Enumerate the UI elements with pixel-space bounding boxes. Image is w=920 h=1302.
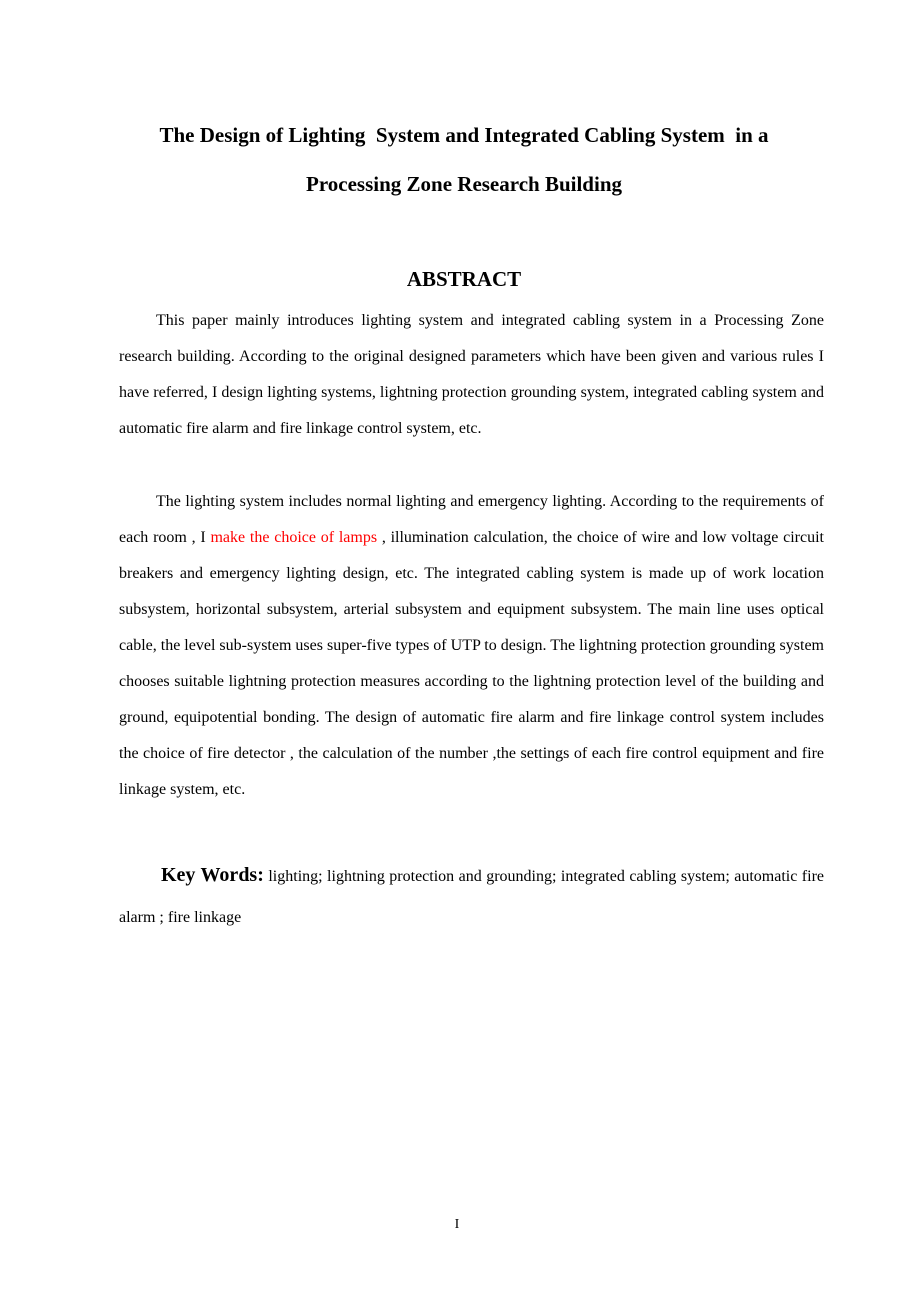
- paragraph-1-text: This paper mainly introduces lighting system and integrated cabling system in a Processing Zone research building. According to the original designed parameters which have been given and various rules I have referred, I design lighting systems, lightning protection grounding system, integrated cabling system and automatic fire alarm and fire linkage control system, etc.: [119, 312, 824, 437]
- paragraph-2-text: [119, 484, 824, 808]
- page-number: I: [454, 1217, 460, 1232]
- highlighted-phrase: make the choice of lamps: [210, 529, 378, 546]
- abstract-paragraph-2: [119, 484, 824, 808]
- keywords-block: [119, 855, 824, 938]
- title-line-1: The Design of Lighting System and Integrated Cabling System in a: [159, 123, 769, 147]
- keywords-text: lighting; lightning protection and grounding; integrated cabling system; automatic fire alarm ; fire linkage: [119, 868, 825, 926]
- paragraph-2-before: The lighting system includes normal lighting and emergency lighting. According to the requirements of each room , I: [119, 493, 824, 546]
- keywords-label: Key Words:: [161, 864, 264, 886]
- title-line-2: Processing Zone Research Building: [306, 172, 622, 196]
- abstract-heading: ABSTRACT: [406, 267, 522, 291]
- abstract-paragraph-1: [119, 303, 824, 447]
- paragraph-2-after: , illumination calculation, the choice of wire and low voltage circuit breakers and emergency lighting design, etc. The integrated cabling system is made up of work location subsystem, horizontal subsystem, arterial subsystem and equipment subsystem. The main line uses optical cable, the level sub-system uses super-five types of UTP to design. The lightning protection grounding system chooses suitable lightning protection measures according to the lightning protection level of the building and ground, equipotential bonding. The design of automatic fire alarm and fire linkage control system includes the choice of fire detector , the calculation of the number ,the settings of each fire control equipment and fire linkage system, etc.: [119, 529, 825, 798]
